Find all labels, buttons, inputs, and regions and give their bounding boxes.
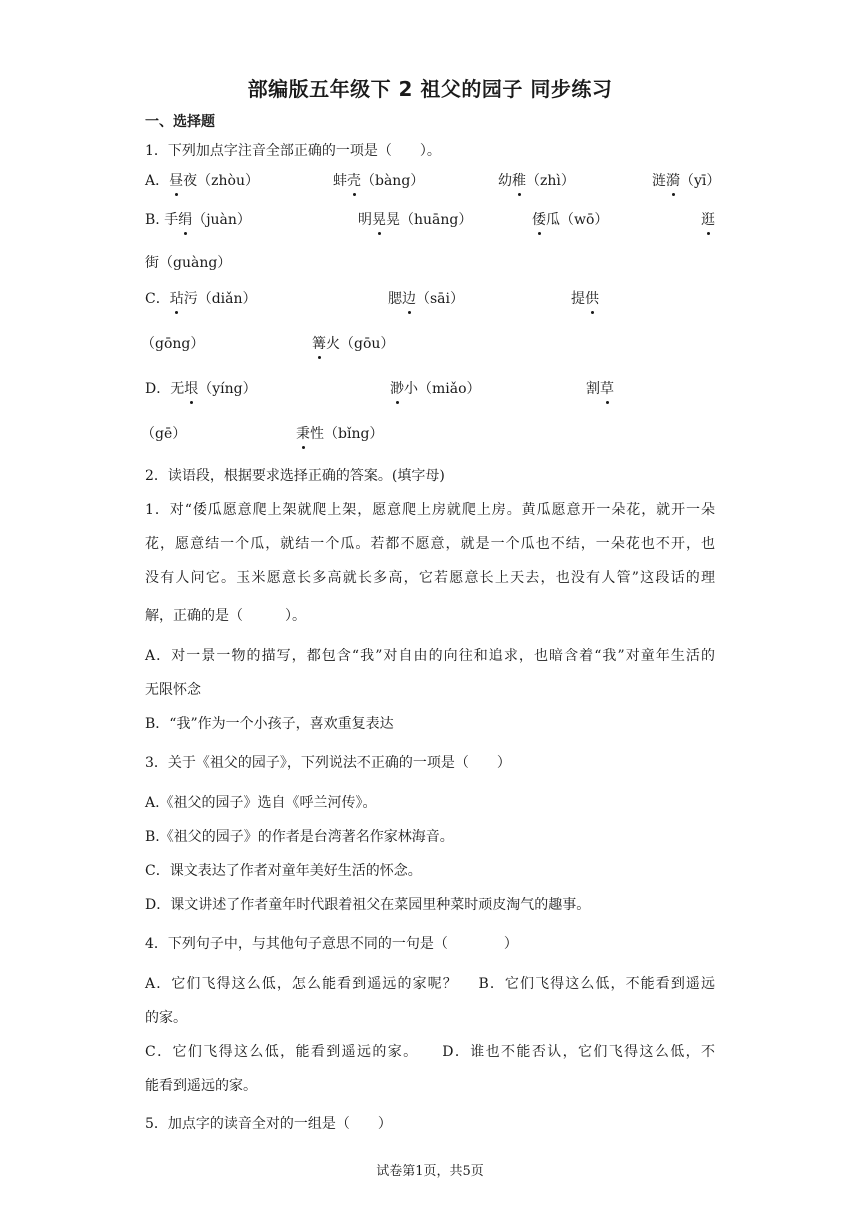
q1-option-d-item-1: D．无垠（yíng） (145, 381, 257, 397)
q4-options-line: C．它们飞得这么低，能看到遥远的家。 D．谁也不能否认，它们飞得这么低，不 (145, 1044, 715, 1060)
dotted-char: 草 (600, 381, 614, 397)
dotted-char: 边 (402, 291, 416, 307)
page-footer: 试卷第1页，共5页 (376, 1164, 484, 1179)
q1-option-d-item-3: 割草 (586, 381, 614, 397)
q3-option: C．课文表达了作者对童年美好生活的怀念。 (145, 863, 422, 879)
q4-options-line: 能看到遥远的家。 (145, 1078, 257, 1094)
q1-option-a-item-2: 蚌壳（bàng） (333, 173, 425, 189)
section-heading: 一、选择题 (145, 114, 215, 130)
q4-options-line: 的家。 (145, 1010, 187, 1026)
q1-option-c-item-3-continued: （gōng） (141, 336, 205, 352)
dotted-char: 逛 (701, 212, 715, 228)
q1-option-b-item-3: 倭瓜（wō） (532, 212, 609, 228)
dotted-char: 壳 (347, 173, 361, 189)
q2-option-b: B．“我”作为一个小孩子，喜欢重复表达 (145, 716, 394, 732)
dotted-char: 玷 (169, 291, 184, 307)
q1-option-b-item-4-continued: 街（guàng） (145, 255, 232, 271)
question-1-stem: 1．下列加点字注音全部正确的一项是（ ）。 (145, 143, 441, 159)
q1-option-a-item-1: A．昼夜（zhòu） (145, 173, 259, 189)
q1-option-b-item-2: 明晃晃（huāng） (358, 212, 473, 228)
dotted-char: 秉 (296, 426, 310, 442)
document-title: 部编版五年级下 2 祖父的园子 同步练习 (247, 77, 613, 101)
q3-option: B.《祖父的园子》的作者是台湾著名作家林海音。 (145, 829, 454, 845)
question-4-stem: 4．下列句子中，与其他句子意思不同的一句是（ ） (145, 936, 518, 952)
question-3-stem: 3．关于《祖父的园子》，下列说法不正确的一项是（ ） (145, 755, 511, 771)
q1-option-d-item-3-continued: （gē） (141, 426, 187, 442)
dotted-char: 篝 (312, 336, 326, 352)
dotted-char: 绢 (178, 212, 193, 228)
option-label: D． (145, 381, 171, 397)
q2-passage-line: 1．对“倭瓜愿意爬上架就爬上架，愿意爬上房就爬上房。黄瓜愿意开一朵花，就开一朵 (145, 502, 715, 518)
q1-option-b-item-1: B. 手绢（juàn） (145, 212, 251, 228)
option-label: C． (145, 291, 170, 307)
q2-option-a-continued: 无限怀念 (145, 682, 201, 698)
question-5-stem: 5．加点字的读音全对的一组是（ ） (145, 1116, 392, 1132)
q1-option-c-item-2: 腮边（sāi） (388, 291, 465, 307)
q1-option-c-item-3: 提供 (571, 291, 599, 307)
q2-passage-line: 没有人问它。玉米愿意长多高就长多高，它若愿意长上天去，也没有人管”这段话的理 (145, 570, 715, 586)
dotted-char: 渺 (390, 381, 404, 397)
q1-option-d-item-2: 渺小（miǎo） (390, 381, 481, 397)
q1-option-a-item-3: 幼稚（zhì） (498, 173, 575, 189)
q4-options-line: A．它们飞得这么低，怎么能看到遥远的家呢？ B．它们飞得这么低，不能看到遥远 (145, 976, 715, 992)
q1-option-c-item-4: 篝火（gōu） (312, 336, 395, 352)
dotted-char: 垠 (184, 381, 199, 397)
dotted-char: 稚 (512, 173, 526, 189)
q2-passage-line: 花，愿意结一个瓜，就结一个瓜。若都不愿意，就是一个瓜也不结，一朵花也不开，也 (145, 536, 715, 552)
q2-passage-last-line: 解，正确的是（ ）。 (145, 608, 306, 624)
q1-option-c-item-1: C．玷污（diǎn） (145, 291, 257, 307)
dotted-char: 昼 (169, 173, 184, 189)
q2-option-a: A．对一景一物的描写，都包含“我”对自由的向往和追求，也暗含着“我”对童年生活的 (145, 648, 715, 664)
dotted-char: 倭 (532, 212, 546, 228)
option-label: A． (145, 173, 170, 189)
q3-option: D．课文讲述了作者童年时代跟着祖父在菜园里种菜时顽皮淘气的趣事。 (145, 897, 591, 913)
q1-option-b-item-4 (701, 210, 715, 230)
option-label: B. (145, 212, 165, 228)
q3-option: A.《祖父的园子》选自《呼兰河传》。 (145, 795, 377, 811)
dotted-char: 供 (585, 291, 599, 307)
dotted-char: 漪 (666, 173, 680, 189)
q1-option-d-item-4: 秉性（bǐng） (296, 426, 384, 442)
dotted-char: 晃 (372, 212, 386, 228)
question-2-stem: 2．读语段，根据要求选择正确的答案。(填字母) (145, 468, 445, 484)
q1-option-a-item-4: 涟漪（yī） (652, 173, 721, 189)
